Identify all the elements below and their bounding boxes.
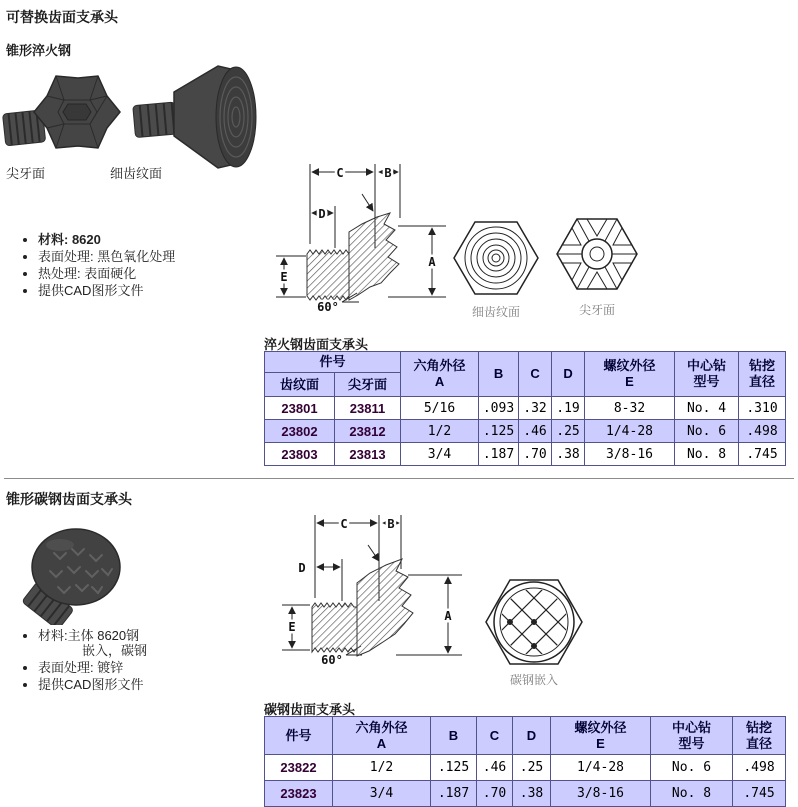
cell: .70	[519, 443, 552, 466]
cell: .70	[477, 781, 513, 807]
side-view-toothed-head	[357, 559, 413, 656]
carbon-table-caption: 碳钢齿面支承头	[264, 702, 356, 717]
part-number: 23812	[335, 420, 401, 443]
side-view-thread-shank	[307, 250, 349, 300]
dim-label-d: D	[318, 207, 326, 221]
hex-view-carbon-label: 碳钢嵌入	[509, 673, 559, 687]
section2-spec-list	[22, 628, 268, 694]
col-center-drill: 中心钻 型号	[651, 717, 733, 755]
cell: .38	[552, 443, 585, 466]
col-d: D	[513, 717, 551, 755]
col-part-number: 件号	[265, 717, 333, 755]
technical-drawing-hardened-steel	[262, 156, 667, 334]
dim-label-c: C	[336, 166, 344, 180]
col-drill-dia: 钻挖 直径	[733, 717, 786, 755]
spec-material: • 材料:主体 8620钢 嵌入，碳钢	[38, 628, 268, 658]
dim-label-c: C	[340, 517, 348, 531]
cell: .38	[513, 781, 551, 807]
cell: 8-32	[585, 397, 675, 420]
col-center-drill: 中心钻 型号	[675, 352, 739, 397]
hex-view-fine-label: 细齿纹面	[471, 305, 521, 319]
dim-label-d: D	[298, 561, 306, 575]
cell: .46	[519, 420, 552, 443]
table-row	[265, 397, 786, 420]
hex-view-fine-serrated	[454, 222, 538, 294]
section1-spec-list	[22, 232, 278, 300]
cell: No. 6	[651, 755, 733, 781]
cell: .187	[479, 443, 519, 466]
col-c: C	[519, 352, 552, 397]
product-photo-fine-serrated-face	[132, 60, 264, 172]
section1-subtitle: 锥形淬火钢	[6, 43, 72, 58]
col-c: C	[477, 717, 513, 755]
part-number: 23801	[265, 397, 335, 420]
hex-view-point-label: 尖牙面	[578, 303, 616, 317]
spec-material: • 材料: 8620	[38, 232, 278, 247]
dim-label-b: B	[384, 166, 392, 180]
table-row	[265, 781, 786, 807]
col-thread-od: 螺纹外径 E	[551, 717, 651, 755]
cell: .745	[739, 443, 786, 466]
dim-label-a: A	[444, 609, 452, 623]
dim-label-e: E	[280, 270, 288, 284]
spec-heat-treat: • 热处理: 表面硬化	[38, 266, 278, 281]
cell: No. 8	[651, 781, 733, 807]
cell: .745	[733, 781, 786, 807]
cell: No. 4	[675, 397, 739, 420]
spec-surface: • 表面处理: 镀锌	[38, 660, 268, 675]
spec-cad: • 提供CAD图形文件	[38, 283, 278, 298]
table-row	[265, 755, 786, 781]
cell: 3/8-16	[551, 781, 651, 807]
hex-view-point-tooth	[557, 219, 637, 289]
cell: 3/8-16	[585, 443, 675, 466]
cell: No. 8	[675, 443, 739, 466]
photo-label-point-face: 尖牙面	[6, 166, 46, 181]
side-view-toothed-head	[349, 213, 399, 300]
cell: 3/4	[401, 443, 479, 466]
cell: .498	[733, 755, 786, 781]
section2-subtitle: 锥形碳钢齿面支承头	[6, 491, 132, 507]
header-row	[265, 717, 786, 755]
col-d: D	[552, 352, 585, 397]
cell: 3/4	[333, 781, 431, 807]
cell: No. 6	[675, 420, 739, 443]
cell: .310	[739, 397, 786, 420]
cell: 1/4-28	[585, 420, 675, 443]
part-number: 23802	[265, 420, 335, 443]
col-point-face: 尖牙面	[335, 373, 401, 397]
product-photo-carbon-steel	[8, 525, 126, 625]
col-part-number: 件号	[265, 352, 401, 373]
col-hex-od: 六角外径 A	[333, 717, 431, 755]
part-number: 23823	[265, 781, 333, 807]
table-row	[265, 443, 786, 466]
cell: 1/2	[401, 420, 479, 443]
dim-label-e: E	[288, 620, 296, 634]
cell: .187	[431, 781, 477, 807]
table-row	[265, 420, 786, 443]
part-number: 23813	[335, 443, 401, 466]
dim-label-b: B	[387, 517, 395, 531]
col-drill-dia: 钻挖 直径	[739, 352, 786, 397]
col-thread-od: 螺纹外径 E	[585, 352, 675, 397]
section-divider	[4, 478, 794, 479]
part-number: 23811	[335, 397, 401, 420]
side-view-thread-shank	[312, 603, 357, 652]
cell: .25	[552, 420, 585, 443]
cell: 1/4-28	[551, 755, 651, 781]
col-tooth-face: 齿纹面	[265, 373, 335, 397]
carbon-steel-table	[264, 716, 786, 807]
cell: .19	[552, 397, 585, 420]
header-row-1	[265, 352, 786, 373]
hardened-table-caption: 淬火钢齿面支承头	[264, 337, 369, 352]
col-b: B	[431, 717, 477, 755]
technical-drawing-carbon-steel	[262, 503, 657, 695]
cell: 1/2	[333, 755, 431, 781]
dim-label-a: A	[428, 255, 436, 269]
cell: .498	[739, 420, 786, 443]
cell: .125	[479, 420, 519, 443]
photo-label-fine-face: 细齿纹面	[110, 166, 163, 181]
cell: .32	[519, 397, 552, 420]
spec-surface: • 表面处理: 黑色氧化处理	[38, 249, 278, 264]
col-hex-od: 六角外径 A	[401, 352, 479, 397]
page-title: 可替换齿面支承头	[6, 9, 118, 25]
part-number: 23822	[265, 755, 333, 781]
dim-label-angle: 60°	[317, 300, 339, 314]
part-number: 23803	[265, 443, 335, 466]
spec-cad: • 提供CAD图形文件	[38, 677, 268, 692]
product-photo-point-tooth-face	[2, 60, 124, 164]
hex-view-carbon-insert	[472, 560, 596, 684]
cell: .125	[431, 755, 477, 781]
col-b: B	[479, 352, 519, 397]
dim-label-angle: 60°	[321, 653, 343, 667]
cell: .093	[479, 397, 519, 420]
cell: 5/16	[401, 397, 479, 420]
cell: .46	[477, 755, 513, 781]
hardened-steel-table	[264, 351, 786, 466]
cell: .25	[513, 755, 551, 781]
